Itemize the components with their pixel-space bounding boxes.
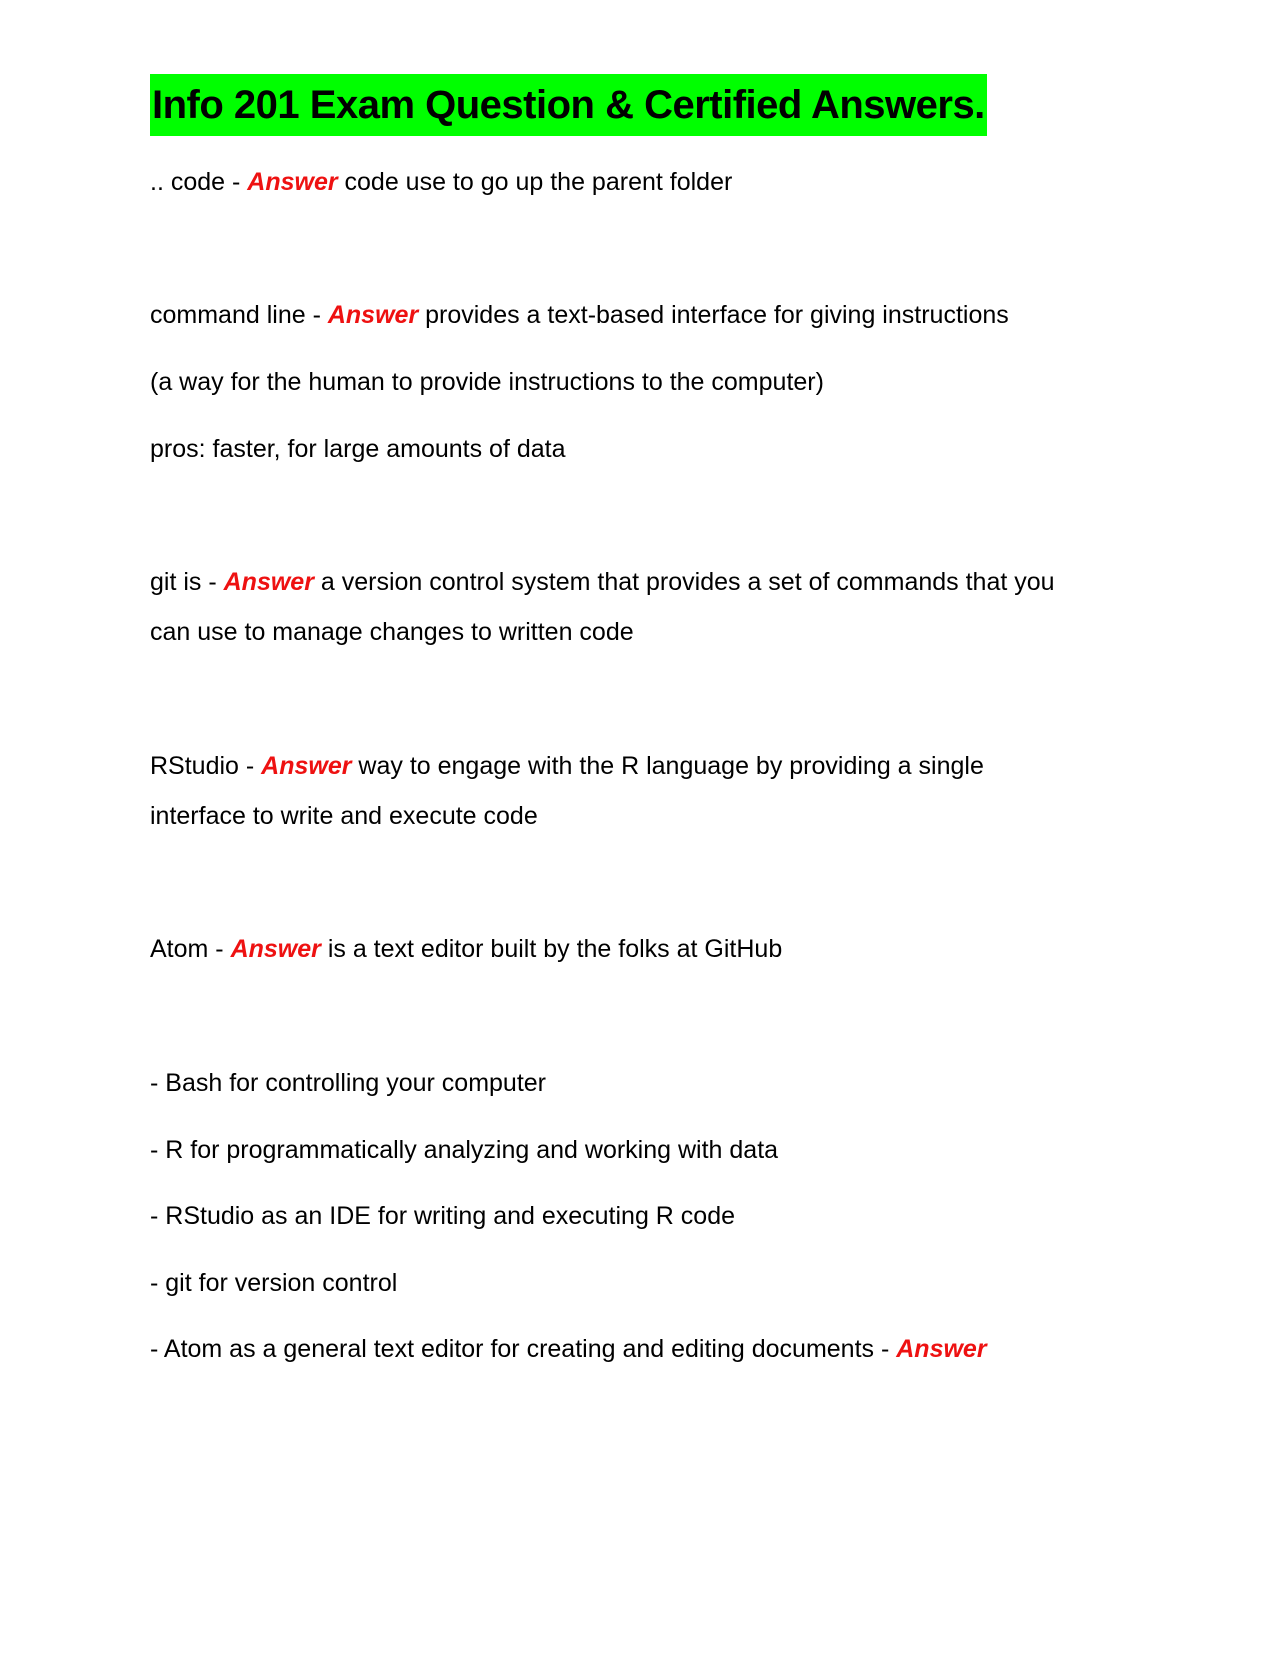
qa-entry-rstudio: [150, 749, 984, 783]
entry-term: .. code -: [150, 168, 248, 196]
list-item: - R for programmatically analyzing and working with data: [150, 1136, 779, 1164]
list-item-text: - Atom as a general text editor for creating and editing documents -: [150, 1335, 897, 1363]
document-title: Info 201 Exam Question & Certified Answers.: [150, 74, 987, 136]
list-item: - git for version control: [150, 1269, 398, 1297]
entry-term: Atom -: [150, 935, 231, 963]
text-line: pros: faster, for large amounts of data: [150, 435, 566, 463]
qa-entry-atom: [150, 932, 782, 966]
entry-definition: code use to go up the parent folder: [337, 168, 733, 196]
list-item: - Bash for controlling your computer: [150, 1069, 547, 1097]
entry-definition: provides a text-based interface for giving instructions: [418, 301, 1009, 329]
answer-label: Answer: [327, 301, 419, 329]
answer-label: Answer: [261, 752, 352, 780]
list-item: [150, 1332, 987, 1366]
text-line: interface to write and execute code: [150, 802, 538, 830]
text-line: can use to manage changes to written code: [150, 618, 634, 646]
list-item: - RStudio as an IDE for writing and executing R code: [150, 1202, 736, 1230]
text-line: (a way for the human to provide instructions to the computer): [150, 368, 824, 396]
entry-term: git is -: [150, 568, 224, 596]
entry-definition: way to engage with the R language by providing a single: [351, 752, 984, 780]
answer-label: Answer: [230, 935, 321, 963]
entry-term: RStudio -: [150, 752, 262, 780]
qa-entry-command-line: [150, 298, 1009, 332]
entry-definition: a version control system that provides a set of commands that you: [313, 568, 1055, 596]
entry-definition: is a text editor built by the folks at GitHub: [320, 935, 783, 963]
answer-label: Answer: [247, 168, 338, 196]
answer-label: Answer: [896, 1335, 987, 1363]
qa-entry-git: [150, 565, 1055, 599]
answer-label: Answer: [223, 568, 314, 596]
entry-term: command line -: [150, 301, 328, 329]
qa-entry-dotdot-code: [150, 165, 732, 199]
